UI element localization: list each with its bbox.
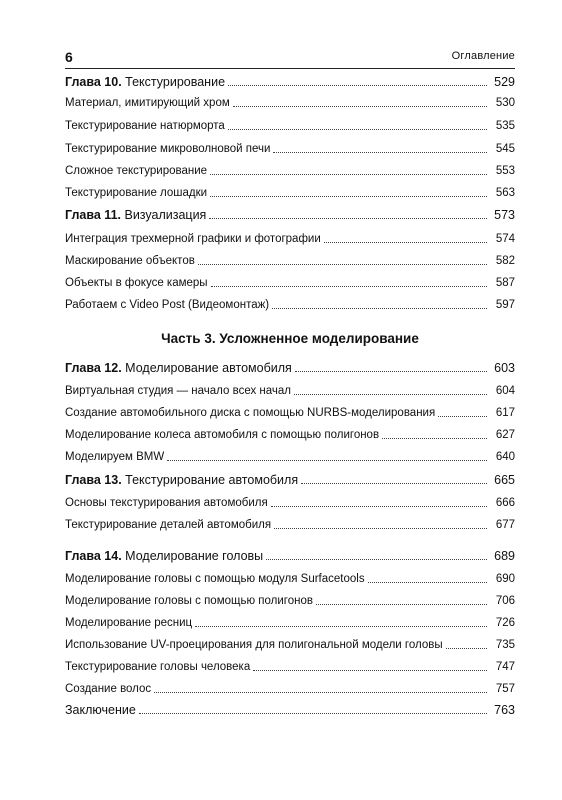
- page-ref: 690: [495, 573, 515, 585]
- section-title: [65, 496, 268, 510]
- section-title-text: Работаем с Video Post (Видеомонтаж): [65, 299, 270, 311]
- chapter-title: Текстурирование: [125, 75, 226, 89]
- dot-leader: [253, 670, 487, 671]
- section-row: [65, 274, 515, 290]
- table-of-contents: [65, 0, 515, 800]
- page-ref: 530: [495, 97, 515, 109]
- chapter-heading: [65, 361, 292, 375]
- chapter-title: Моделирование головы: [125, 549, 264, 563]
- page-ref: 706: [495, 595, 515, 607]
- part-heading: Часть 3. Усложненное моделирование: [161, 331, 419, 346]
- section-title-text: Моделирование головы с помощью полигонов: [65, 595, 313, 607]
- page-ref: 763: [494, 703, 515, 717]
- section-row: [65, 494, 515, 510]
- conclusion-row: [65, 701, 515, 717]
- section-row: [65, 140, 515, 156]
- chapter-label: Глава 14.: [65, 549, 122, 563]
- section-title: [65, 186, 207, 200]
- dot-leader: [272, 308, 487, 309]
- dot-leader: [294, 394, 487, 395]
- chapter-row: [65, 206, 515, 222]
- dot-leader: [228, 129, 487, 130]
- section-row: [65, 117, 515, 133]
- dot-leader: [198, 264, 487, 265]
- chapter-label: Глава 11.: [65, 208, 121, 222]
- chapter-label: Глава 12.: [65, 361, 122, 375]
- section-title: [65, 638, 443, 652]
- dot-leader: [233, 106, 487, 107]
- section-title: [65, 232, 321, 246]
- section-row: [65, 448, 515, 464]
- dot-leader: [266, 559, 487, 560]
- dot-leader: [446, 648, 487, 649]
- dot-leader: [167, 460, 487, 461]
- chapter-heading: [65, 549, 263, 563]
- chapter-title: Заключение: [65, 703, 136, 717]
- section-title: [65, 142, 270, 156]
- section-title-text: Основы текстурирования автомобиля: [65, 497, 268, 509]
- page-ref: 529: [494, 75, 515, 89]
- chapter-row: [65, 547, 515, 563]
- page-ref: 604: [495, 385, 515, 397]
- section-title: [65, 384, 291, 398]
- section-title-text: Создание волос: [65, 683, 152, 695]
- dot-leader: [368, 582, 487, 583]
- section-title: [65, 164, 207, 178]
- page-ref: 726: [495, 617, 515, 629]
- dot-leader: [139, 713, 487, 714]
- section-title-text: Виртуальная студия — начало всех начал: [65, 385, 292, 397]
- chapter-label: Глава 13.: [65, 473, 122, 487]
- running-title: Оглавление: [451, 50, 515, 62]
- page-ref: 757: [495, 683, 515, 695]
- page-ref: 640: [495, 451, 515, 463]
- section-title: [65, 119, 225, 133]
- dot-leader: [301, 483, 487, 484]
- chapter-title: Визуализация: [124, 208, 207, 222]
- page-ref: 747: [495, 661, 515, 673]
- dot-leader: [324, 242, 487, 243]
- section-row: [65, 162, 515, 178]
- page-ref: 573: [494, 208, 515, 222]
- section-row: [65, 680, 515, 696]
- chapter-row: [65, 73, 515, 89]
- section-title: [65, 254, 195, 268]
- page-ref: 735: [495, 639, 515, 651]
- page-number: 6: [65, 49, 73, 65]
- section-title-text: Текстурирование микроволновой печи: [65, 143, 271, 155]
- dot-leader: [210, 174, 487, 175]
- chapter-row: [65, 359, 515, 375]
- section-title: [65, 276, 208, 290]
- section-title: [65, 660, 250, 674]
- section-row: [65, 636, 515, 652]
- page-ref: 689: [494, 549, 515, 563]
- dot-leader: [438, 416, 487, 417]
- section-title-text: Интеграция трехмерной графики и фотографии: [65, 233, 321, 245]
- section-title-text: Текстурирование натюрморта: [65, 120, 225, 132]
- dot-leader: [274, 528, 487, 529]
- section-title-text: Маскирование объектов: [65, 255, 195, 267]
- section-title: [65, 518, 271, 532]
- page-ref: 603: [494, 361, 515, 375]
- page-ref: 627: [495, 429, 515, 441]
- section-row: [65, 592, 515, 608]
- page-ref: 582: [495, 255, 515, 267]
- dot-leader: [228, 85, 487, 86]
- section-title: [65, 298, 269, 312]
- dot-leader: [271, 506, 487, 507]
- section-title-text: Моделирование ресниц: [65, 617, 193, 629]
- section-row: [65, 230, 515, 246]
- section-row: [65, 426, 515, 442]
- page-ref: 535: [495, 120, 515, 132]
- dot-leader: [210, 196, 487, 197]
- dot-leader: [154, 692, 487, 693]
- section-row: [65, 184, 515, 200]
- chapter-heading: [65, 703, 136, 717]
- section-title-text: Материал, имитирующий хром: [65, 97, 230, 109]
- chapter-heading: [65, 473, 298, 487]
- section-title-text: Текстурирование деталей автомобиля: [65, 519, 272, 531]
- section-title-text: Моделируем BMW: [65, 451, 165, 463]
- section-title: [65, 616, 192, 630]
- chapter-row: [65, 471, 515, 487]
- dot-leader: [195, 626, 487, 627]
- section-title-text: Сложное текстурирование: [65, 165, 208, 177]
- section-title-text: Создание автомобильного диска с помощью NURBS-моделирования: [65, 407, 436, 419]
- dot-leader: [209, 218, 487, 219]
- page-ref: 587: [495, 277, 515, 289]
- chapter-heading: [65, 208, 206, 222]
- dot-leader: [211, 286, 487, 287]
- section-title-text: Объекты в фокусе камеры: [65, 277, 208, 289]
- section-row: [65, 614, 515, 630]
- chapter-title: Моделирование автомобиля: [125, 361, 292, 375]
- page-ref: 574: [495, 233, 515, 245]
- page-ref: 677: [495, 519, 515, 531]
- section-row: [65, 296, 515, 312]
- page-ref: 563: [495, 187, 515, 199]
- page-ref: 597: [495, 299, 515, 311]
- chapter-label: Глава 10.: [65, 75, 122, 89]
- chapter-heading: [65, 75, 225, 89]
- section-title: [65, 572, 365, 586]
- section-row: [65, 94, 515, 110]
- page-ref: 545: [495, 143, 515, 155]
- section-title: [65, 682, 151, 696]
- page-ref: 666: [495, 497, 515, 509]
- section-title-text: Текстурирование головы человека: [65, 661, 251, 673]
- section-title-text: Использование UV-проецирования для полигональной модели головы: [65, 639, 443, 651]
- section-title: [65, 406, 435, 420]
- section-title: [65, 450, 164, 464]
- dot-leader: [316, 604, 487, 605]
- dot-leader: [382, 438, 487, 439]
- section-title-text: Моделирование головы с помощью модуля Surfacetools: [65, 573, 365, 585]
- section-title-text: Текстурирование лошадки: [65, 187, 208, 199]
- section-title-text: Моделирование колеса автомобиля с помощью полигонов: [65, 429, 380, 441]
- section-row: [65, 658, 515, 674]
- chapter-title: Текстурирование автомобиля: [125, 473, 299, 487]
- page-ref: 553: [495, 165, 515, 177]
- dot-leader: [273, 152, 487, 153]
- page-ref: 617: [495, 407, 515, 419]
- section-row: [65, 252, 515, 268]
- section-row: [65, 404, 515, 420]
- page-ref: 665: [494, 473, 515, 487]
- section-title: [65, 96, 230, 110]
- dot-leader: [295, 371, 487, 372]
- section-row: [65, 382, 515, 398]
- section-row: [65, 516, 515, 532]
- section-title: [65, 428, 379, 442]
- section-title: [65, 594, 313, 608]
- section-row: [65, 570, 515, 586]
